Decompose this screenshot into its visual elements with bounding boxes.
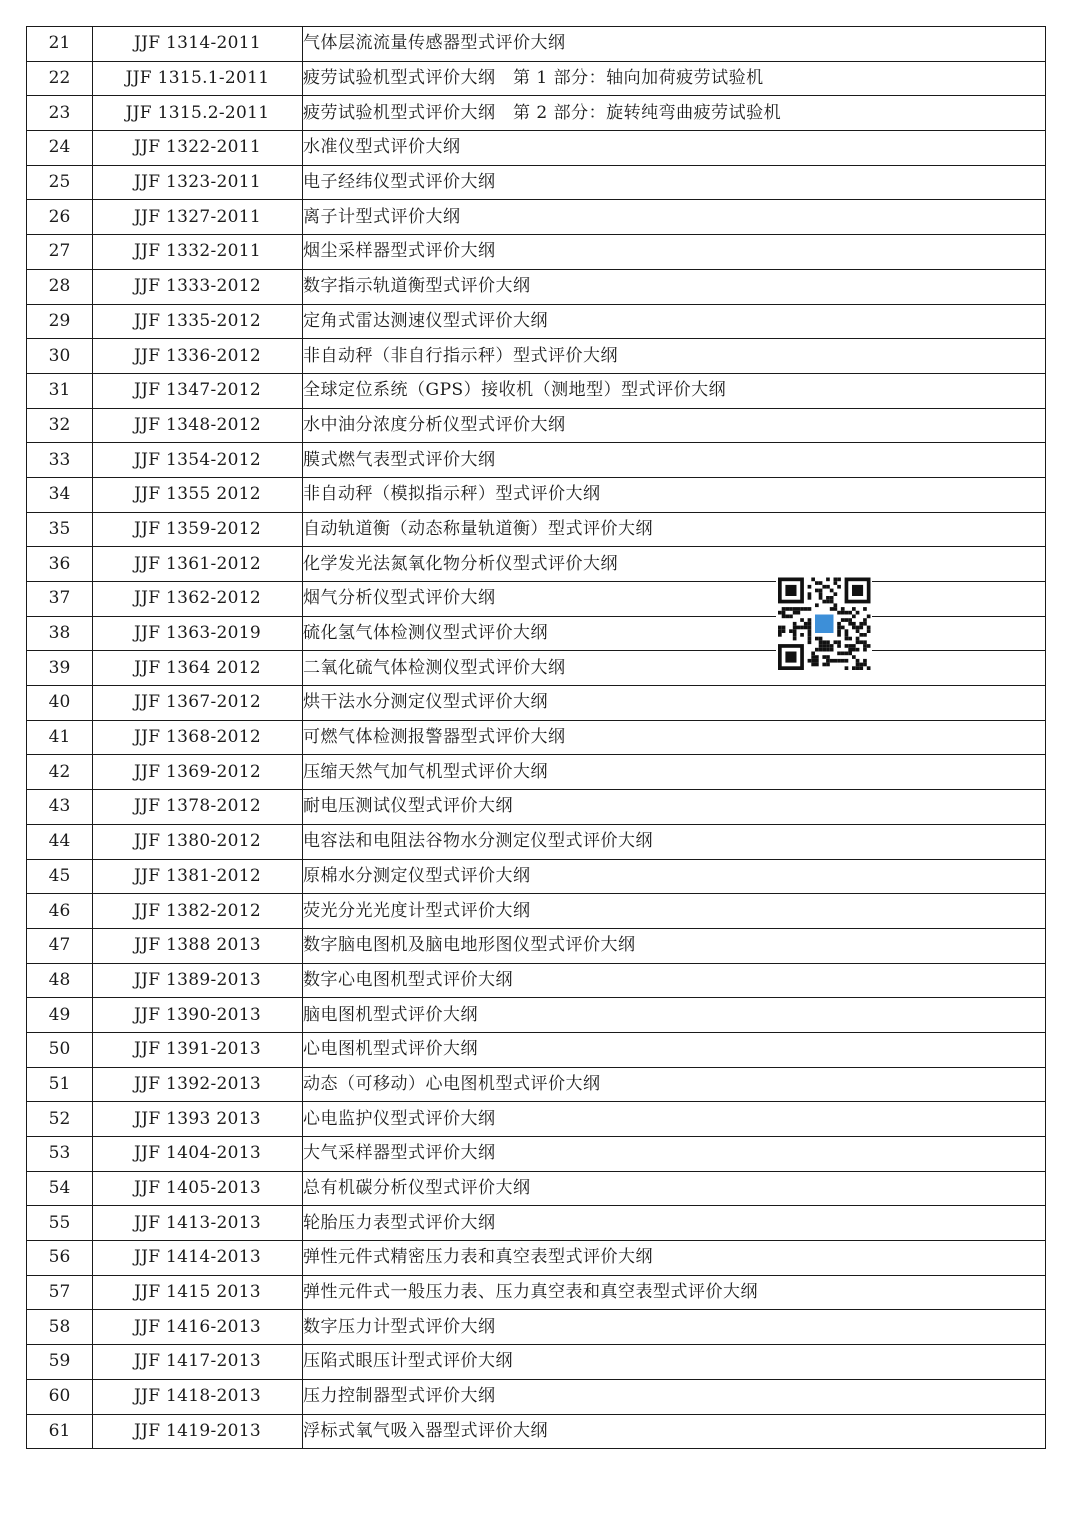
standard-name: 耐电压测试仪型式评价大纲 <box>303 790 1046 825</box>
table-row <box>27 824 1046 859</box>
table-row <box>27 1206 1046 1241</box>
standard-code: JJF 1415 2013 <box>93 1275 303 1310</box>
table-row <box>27 1102 1046 1137</box>
standard-name: 烟气分析仪型式评价大纲 <box>303 582 1046 617</box>
standard-code: JJF 1393 2013 <box>93 1102 303 1137</box>
standard-code: JJF 1336-2012 <box>93 339 303 374</box>
standard-code: JJF 1413-2013 <box>93 1206 303 1241</box>
table-row <box>27 1345 1046 1380</box>
standard-code: JJF 1314-2011 <box>93 27 303 62</box>
row-number: 30 <box>27 339 93 374</box>
table-row <box>27 1137 1046 1172</box>
row-number: 61 <box>27 1414 93 1449</box>
row-number: 60 <box>27 1379 93 1414</box>
standard-code: JJF 1323-2011 <box>93 165 303 200</box>
standard-code: JJF 1359-2012 <box>93 512 303 547</box>
standard-name: 原棉水分测定仪型式评价大纲 <box>303 859 1046 894</box>
table-row <box>27 304 1046 339</box>
standard-code: JJF 1369-2012 <box>93 755 303 790</box>
table-row <box>27 547 1046 582</box>
standard-code: JJF 1391-2013 <box>93 1032 303 1067</box>
standards-table <box>26 26 1046 1449</box>
standard-name: 膜式燃气表型式评价大纲 <box>303 443 1046 478</box>
row-number: 41 <box>27 720 93 755</box>
table-row <box>27 616 1046 651</box>
standard-code: JJF 1315.1-2011 <box>93 61 303 96</box>
row-number: 59 <box>27 1345 93 1380</box>
row-number: 24 <box>27 131 93 166</box>
standard-code: JJF 1361-2012 <box>93 547 303 582</box>
row-number: 34 <box>27 477 93 512</box>
standard-name: 压力控制器型式评价大纲 <box>303 1379 1046 1414</box>
table-row <box>27 269 1046 304</box>
table-row <box>27 1067 1046 1102</box>
table-row <box>27 1032 1046 1067</box>
standard-name: 化学发光法氮氧化物分析仪型式评价大纲 <box>303 547 1046 582</box>
table-row <box>27 998 1046 1033</box>
row-number: 28 <box>27 269 93 304</box>
standard-code: JJF 1354-2012 <box>93 443 303 478</box>
row-number: 40 <box>27 686 93 721</box>
row-number: 48 <box>27 963 93 998</box>
standards-table-body <box>27 27 1046 1449</box>
standard-name: 压缩天然气加气机型式评价大纲 <box>303 755 1046 790</box>
standard-name: 非自动秤（非自行指示秤）型式评价大纲 <box>303 339 1046 374</box>
standard-name: 浮标式氧气吸入器型式评价大纲 <box>303 1414 1046 1449</box>
row-number: 35 <box>27 512 93 547</box>
standard-name: 烟尘采样器型式评价大纲 <box>303 235 1046 270</box>
row-number: 33 <box>27 443 93 478</box>
standard-name: 总有机碳分析仪型式评价大纲 <box>303 1171 1046 1206</box>
row-number: 50 <box>27 1032 93 1067</box>
row-number: 57 <box>27 1275 93 1310</box>
table-row <box>27 408 1046 443</box>
row-number: 32 <box>27 408 93 443</box>
standard-name: 弹性元件式一般压力表、压力真空表和真空表型式评价大纲 <box>303 1275 1046 1310</box>
standard-code: JJF 1347-2012 <box>93 373 303 408</box>
table-row <box>27 1414 1046 1449</box>
standard-code: JJF 1392-2013 <box>93 1067 303 1102</box>
standard-name: 电子经纬仪型式评价大纲 <box>303 165 1046 200</box>
standard-name: 数字脑电图机及脑电地形图仪型式评价大纲 <box>303 928 1046 963</box>
standard-code: JJF 1335-2012 <box>93 304 303 339</box>
row-number: 37 <box>27 582 93 617</box>
row-number: 43 <box>27 790 93 825</box>
standard-name: 气体层流流量传感器型式评价大纲 <box>303 27 1046 62</box>
standard-code: JJF 1389-2013 <box>93 963 303 998</box>
table-row <box>27 651 1046 686</box>
standard-code: JJF 1382-2012 <box>93 894 303 929</box>
row-number: 39 <box>27 651 93 686</box>
standard-code: JJF 1327-2011 <box>93 200 303 235</box>
row-number: 54 <box>27 1171 93 1206</box>
standard-code: JJF 1416-2013 <box>93 1310 303 1345</box>
standard-name: 离子计型式评价大纲 <box>303 200 1046 235</box>
row-number: 38 <box>27 616 93 651</box>
standard-code: JJF 1418-2013 <box>93 1379 303 1414</box>
row-number: 46 <box>27 894 93 929</box>
standard-name: 压陷式眼压计型式评价大纲 <box>303 1345 1046 1380</box>
table-row <box>27 963 1046 998</box>
standard-name: 可燃气体检测报警器型式评价大纲 <box>303 720 1046 755</box>
standard-name: 二氧化硫气体检测仪型式评价大纲 <box>303 651 1046 686</box>
standard-name: 数字压力计型式评价大纲 <box>303 1310 1046 1345</box>
standard-code: JJF 1362-2012 <box>93 582 303 617</box>
standard-code: JJF 1417-2013 <box>93 1345 303 1380</box>
standard-name: 心电图机型式评价大纲 <box>303 1032 1046 1067</box>
standard-code: JJF 1380-2012 <box>93 824 303 859</box>
standard-code: JJF 1364 2012 <box>93 651 303 686</box>
row-number: 44 <box>27 824 93 859</box>
row-number: 31 <box>27 373 93 408</box>
table-row <box>27 512 1046 547</box>
table-row <box>27 859 1046 894</box>
row-number: 27 <box>27 235 93 270</box>
row-number: 25 <box>27 165 93 200</box>
table-row <box>27 582 1046 617</box>
standard-code: JJF 1348-2012 <box>93 408 303 443</box>
standard-name: 心电监护仪型式评价大纲 <box>303 1102 1046 1137</box>
table-row <box>27 1241 1046 1276</box>
standard-name: 数字心电图机型式评价大纲 <box>303 963 1046 998</box>
table-row <box>27 1275 1046 1310</box>
table-row <box>27 235 1046 270</box>
table-row <box>27 720 1046 755</box>
standard-name: 定角式雷达测速仪型式评价大纲 <box>303 304 1046 339</box>
standard-code: JJF 1414-2013 <box>93 1241 303 1276</box>
standard-name: 烘干法水分测定仪型式评价大纲 <box>303 686 1046 721</box>
table-row <box>27 928 1046 963</box>
standard-code: JJF 1419-2013 <box>93 1414 303 1449</box>
row-number: 49 <box>27 998 93 1033</box>
row-number: 26 <box>27 200 93 235</box>
table-row <box>27 686 1046 721</box>
table-row <box>27 755 1046 790</box>
table-row <box>27 200 1046 235</box>
row-number: 45 <box>27 859 93 894</box>
standard-name: 疲劳试验机型式评价大纲 第 2 部分：旋转纯弯曲疲劳试验机 <box>303 96 1046 131</box>
standard-name: 荧光分光光度计型式评价大纲 <box>303 894 1046 929</box>
row-number: 47 <box>27 928 93 963</box>
standard-name: 硫化氢气体检测仪型式评价大纲 <box>303 616 1046 651</box>
standard-name: 水准仪型式评价大纲 <box>303 131 1046 166</box>
standard-name: 脑电图机型式评价大纲 <box>303 998 1046 1033</box>
standard-code: JJF 1363-2019 <box>93 616 303 651</box>
row-number: 55 <box>27 1206 93 1241</box>
table-row <box>27 790 1046 825</box>
standard-name: 疲劳试验机型式评价大纲 第 1 部分：轴向加荷疲劳试验机 <box>303 61 1046 96</box>
standard-code: JJF 1355 2012 <box>93 477 303 512</box>
standard-name: 水中油分浓度分析仪型式评价大纲 <box>303 408 1046 443</box>
standard-code: JJF 1332-2011 <box>93 235 303 270</box>
qr-code-icon <box>776 576 872 670</box>
standard-name: 电容法和电阻法谷物水分测定仪型式评价大纲 <box>303 824 1046 859</box>
table-row <box>27 477 1046 512</box>
standard-name: 数字指示轨道衡型式评价大纲 <box>303 269 1046 304</box>
standard-name: 大气采样器型式评价大纲 <box>303 1137 1046 1172</box>
standard-code: JJF 1405-2013 <box>93 1171 303 1206</box>
standard-code: JJF 1381-2012 <box>93 859 303 894</box>
standard-code: JJF 1322-2011 <box>93 131 303 166</box>
standard-name: 轮胎压力表型式评价大纲 <box>303 1206 1046 1241</box>
row-number: 53 <box>27 1137 93 1172</box>
standard-code: JJF 1404-2013 <box>93 1137 303 1172</box>
table-row <box>27 1171 1046 1206</box>
row-number: 29 <box>27 304 93 339</box>
standard-code: JJF 1333-2012 <box>93 269 303 304</box>
standard-code: JJF 1367-2012 <box>93 686 303 721</box>
standard-code: JJF 1315.2-2011 <box>93 96 303 131</box>
standard-code: JJF 1368-2012 <box>93 720 303 755</box>
standard-name: 自动轨道衡（动态称量轨道衡）型式评价大纲 <box>303 512 1046 547</box>
table-row <box>27 443 1046 478</box>
standard-code: JJF 1388 2013 <box>93 928 303 963</box>
table-row <box>27 61 1046 96</box>
standard-code: JJF 1390-2013 <box>93 998 303 1033</box>
table-row <box>27 131 1046 166</box>
standard-name: 非自动秤（模拟指示秤）型式评价大纲 <box>303 477 1046 512</box>
row-number: 51 <box>27 1067 93 1102</box>
table-row <box>27 1310 1046 1345</box>
row-number: 23 <box>27 96 93 131</box>
row-number: 56 <box>27 1241 93 1276</box>
row-number: 21 <box>27 27 93 62</box>
standard-code: JJF 1378-2012 <box>93 790 303 825</box>
table-row <box>27 165 1046 200</box>
standard-name: 全球定位系统（GPS）接收机（测地型）型式评价大纲 <box>303 373 1046 408</box>
row-number: 52 <box>27 1102 93 1137</box>
row-number: 36 <box>27 547 93 582</box>
standard-name: 动态（可移动）心电图机型式评价大纲 <box>303 1067 1046 1102</box>
table-row <box>27 894 1046 929</box>
table-row <box>27 96 1046 131</box>
row-number: 58 <box>27 1310 93 1345</box>
row-number: 42 <box>27 755 93 790</box>
row-number: 22 <box>27 61 93 96</box>
table-row <box>27 339 1046 374</box>
table-row <box>27 27 1046 62</box>
table-row <box>27 1379 1046 1414</box>
standard-name: 弹性元件式精密压力表和真空表型式评价大纲 <box>303 1241 1046 1276</box>
table-row <box>27 373 1046 408</box>
